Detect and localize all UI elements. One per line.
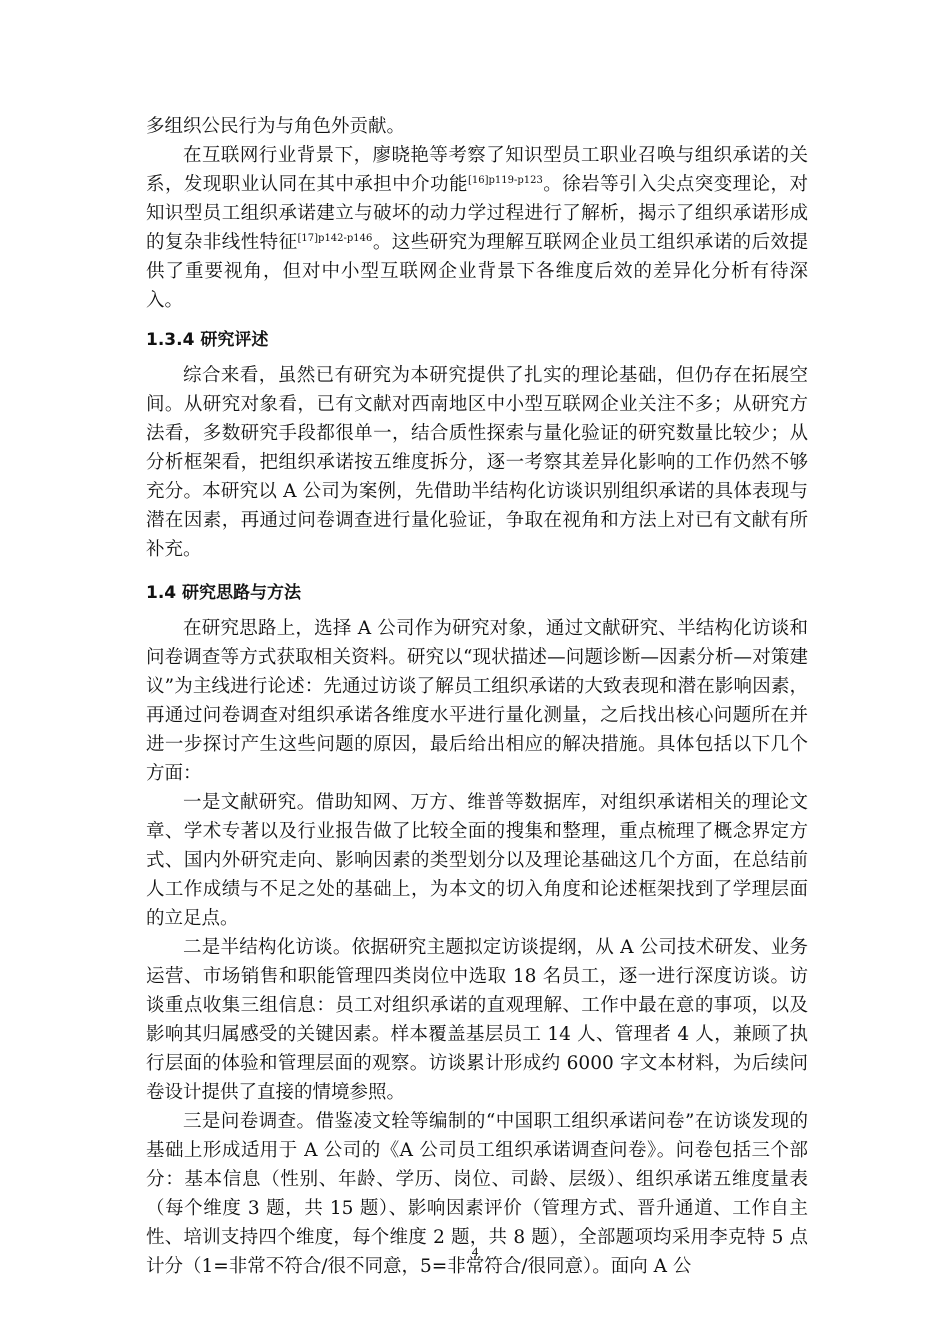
text-column	[146, 112, 808, 1281]
section-heading-1-3-4: 1.3.4 研究评述	[146, 330, 269, 350]
paragraph-research-approach: 在研究思路上，选择 A 公司作为研究对象，通过文献研究、半结构化访谈和问卷调查等方式获取相关资料。研究以“现状描述—问题诊断—因素分析—对策建议”为主线进行论述：先通过访谈了解员工组织承诺的大致表现和潜在影响因素，再通过问卷调查对组织承诺各维度水平进行量化测量，之后找出核心问题所在并进一步探讨产生这些问题的原因，最后给出相应的解决措施。具体包括以下几个方面：	[146, 618, 808, 784]
paragraph-text: 。徐岩等引入尖点突变理论，对知识型员工组织承诺建立与破坏的动力学过程进行了解析，揭示了组织承诺形成的复杂非线性特征	[146, 174, 808, 253]
paragraph-internet-industry	[146, 141, 808, 315]
paragraph-literature-research: 一是文献研究。借助知网、万方、维普等数据库，对组织承诺相关的理论文章、学术专著以及行业报告做了比较全面的搜集和整理，重点梳理了概念界定方式、国内外研究走向、影响因素的类型划分以及理论基础这几个方面，在总结前人工作成绩与不足之处的基础上，为本文的切入角度和论述框架找到了学理层面的立足点。	[146, 792, 808, 929]
citation-16: [16]p119-p123	[467, 174, 543, 186]
paragraph-research-review: 综合来看，虽然已有研究为本研究提供了扎实的理论基础，但仍存在拓展空间。从研究对象看，已有文献对西南地区中小型互联网企业关注不多；从研究方法看，多数研究手段都很单一，结合质性探索与量化验证的研究数量比较少；从分析框架看，把组织承诺按五维度拆分，逐一考察其差异化影响的工作仍然不够充分。本研究以 A 公司为案例，先借助半结构化访谈识别组织承诺的具体表现与潜在因素，再通过问卷调查进行量化验证，争取在视角和方法上对已有文献有所补充。	[146, 365, 808, 560]
paragraph-text: 。这些研究为理解互联网企业员工组织承诺的后效提供了重要视角，但对中小型互联网企业背景下各维度后效的差异化分析有待深入。	[146, 232, 808, 311]
paragraph-continued: 多组织公民行为与角色外贡献。	[146, 116, 406, 137]
citation-17: [17]p142-p146	[297, 232, 373, 244]
paragraph-interview: 二是半结构化访谈。依据研究主题拟定访谈提纲，从 A 公司技术研发、业务运营、市场销售和职能管理四类岗位中选取 18 名员工，逐一进行深度访谈。访谈重点收集三组信息：员工对组织承诺的直观理解、工作中最在意的事项，以及影响其归属感受的关键因素。样本覆盖基层员工 14 人、管理者 4 人，兼顾了执行层面的体验和管理层面的观察。访谈累计形成约 6000 字文本材料，为后续问卷设计提供了直接的情境参照。	[146, 937, 808, 1103]
paragraph-questionnaire: 三是问卷调查。借鉴凌文辁等编制的“中国职工组织承诺问卷”在访谈发现的基础上形成适用于 A 公司的《A 公司员工组织承诺调查问卷》。问卷包括三个部分：基本信息（性别、年龄、学历、岗位、司龄、层级）、组织承诺五维度量表（每个维度 3 题，共 15 题）、影响因素评价（管理方式、晋升通道、工作自主性、培训支持四个维度，每个维度 2 题，共 8 题），全部题项均采用李克特 5 点计分（1=非常不符合/很不同意，5=非常符合/很同意）。面向 A 公	[146, 1111, 808, 1277]
section-heading-1-4: 1.4 研究思路与方法	[146, 583, 302, 603]
page-number: 4	[471, 1244, 479, 1259]
paragraph-text: 在互联网行业背景下，廖晓艳等考察了知识型员工职业召唤与组织承诺的关系，发现职业认同在其中承担中介功能	[146, 145, 808, 195]
